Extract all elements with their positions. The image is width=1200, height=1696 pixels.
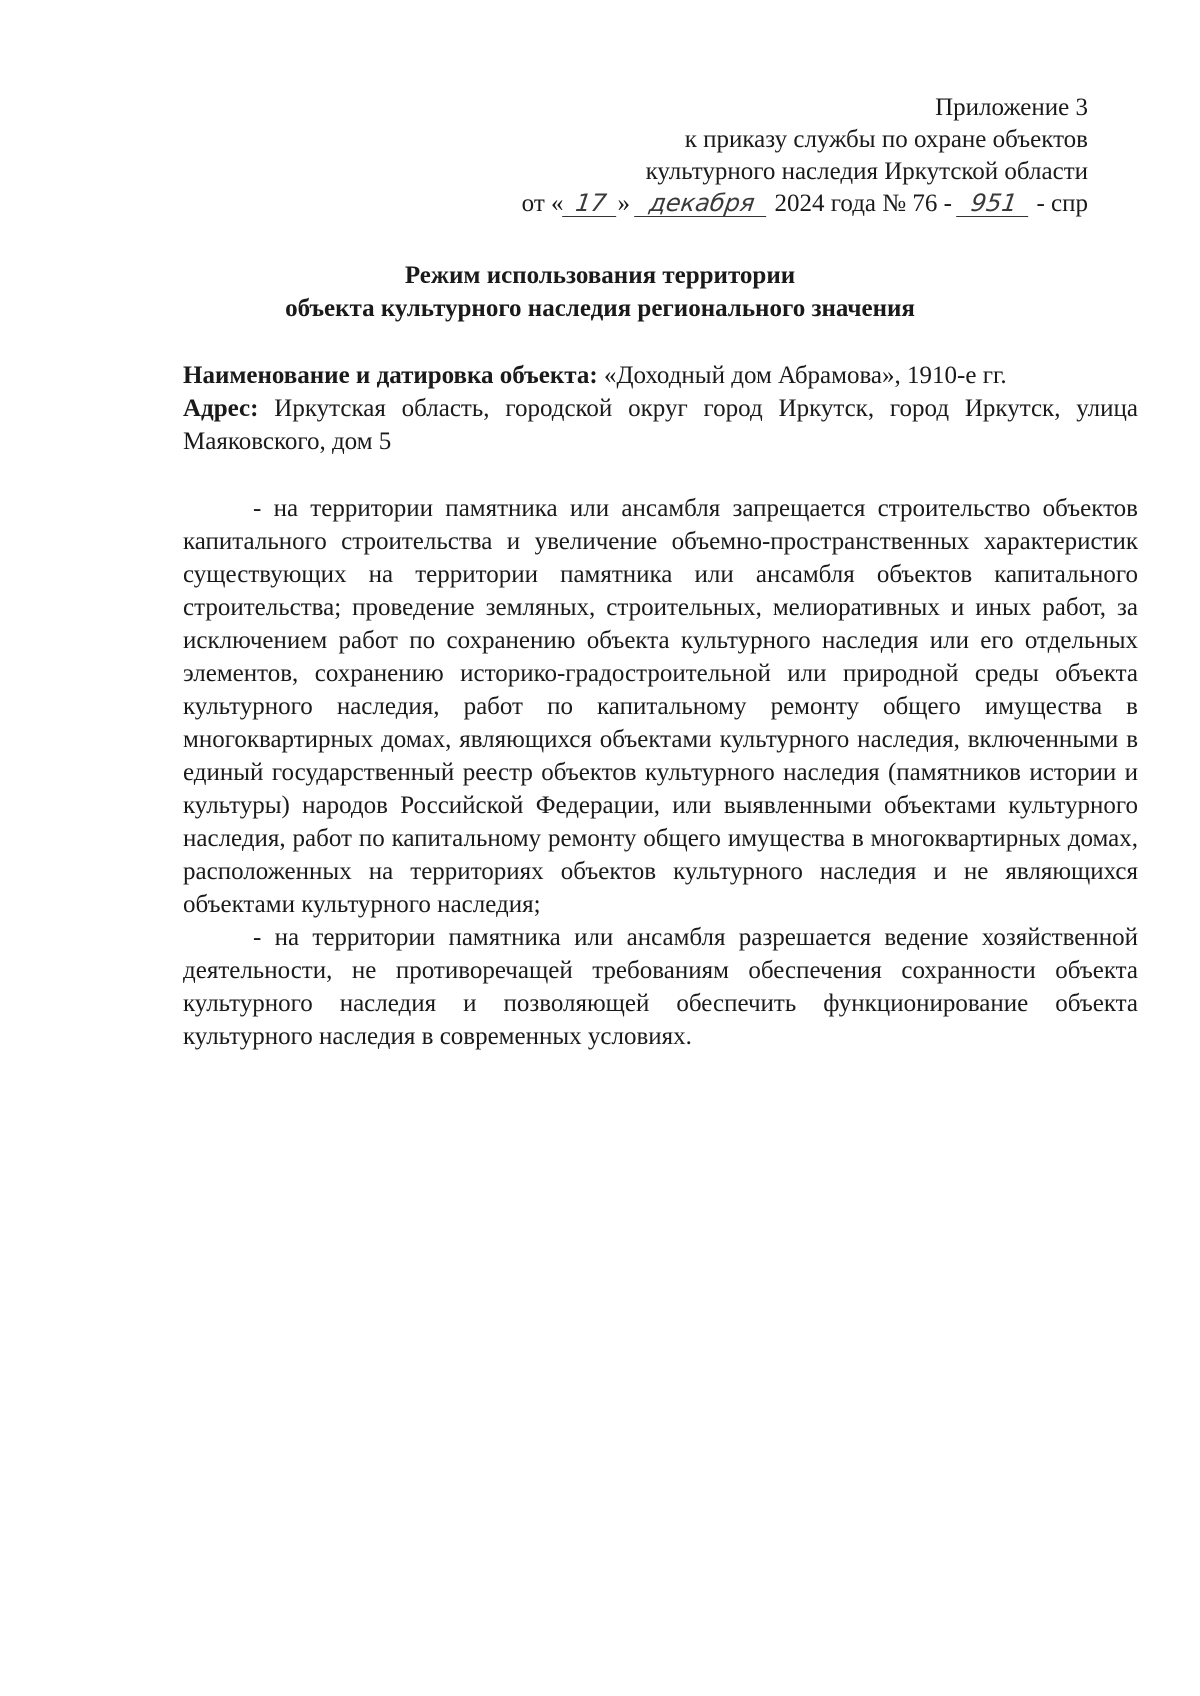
document-title: [0, 259, 1200, 325]
object-name-row: [183, 359, 1138, 392]
order-prefix: от «: [521, 190, 564, 217]
paragraph-prohibitions: - на территории памятника или ансамбля запрещается строительство объектов капитального строительства и увеличение объемно-пространственных характеристик существующих на территории памятника или ансамбля объектов капитального строительства; проведение земляных, строительных, мелиоративных и иных работ, за исключением работ по сохранению объекта культурного наследия или его отдельных элементов, сохранению историко-градостроительной или природной среды объекта культурного наследия, работ по капитальному ремонту общего имущества в многоквартирных домах, являющихся объектами культурного наследия, включенными в единый государственный реестр объектов культурного наследия (памятников истории и культуры) народов Российской Федерации, или выявленными объектами культурного наследия, работ по капитальному ремонту общего имущества в многоквартирных домах, расположенных на территориях объектов культурного наследия и не являющихся объектами культурного наследия;: [183, 495, 1138, 918]
regime-body: [183, 492, 1138, 1053]
annex-authority: культурного наследия Иркутской области: [645, 158, 1088, 185]
handwritten-order-number: 951: [956, 190, 1032, 217]
object-address-value: Иркутская область, городской округ город Иркутск, город Иркутск, улица Маяковского, дом 5: [183, 395, 1139, 455]
order-date-number: [522, 188, 1088, 220]
annex-order-ref: к приказу службы по охране объектов: [684, 126, 1088, 153]
object-address-label: Адрес:: [183, 395, 259, 422]
annex-header: [522, 92, 1088, 220]
order-quote-close: »: [617, 190, 631, 217]
object-info: [183, 359, 1138, 458]
title-line-2: объекта культурного наследия регионального значения: [285, 295, 915, 322]
order-suffix: - спр: [1036, 190, 1088, 217]
paragraph-permissions: - на территории памятника или ансамбля разрешается ведение хозяйственной деятельности, не противоречащей требованиям обеспечения сохранности объекта культурного наследия и позволяющей обеспечить функционирование объекта культурного наследия в современных условиях.: [183, 924, 1138, 1050]
title-line-1: Режим использования территории: [404, 262, 796, 289]
object-name-value: «Доходный дом Абрамова», 1910-е гг.: [603, 362, 1007, 389]
order-year-text: 2024 года № 76 -: [774, 190, 952, 217]
object-address-row: [183, 392, 1138, 458]
annex-title: Приложение 3: [935, 94, 1088, 121]
object-name-label: Наименование и датировка объекта:: [183, 362, 598, 389]
handwritten-day: 17: [562, 190, 620, 217]
handwritten-month: декабря: [634, 190, 770, 217]
